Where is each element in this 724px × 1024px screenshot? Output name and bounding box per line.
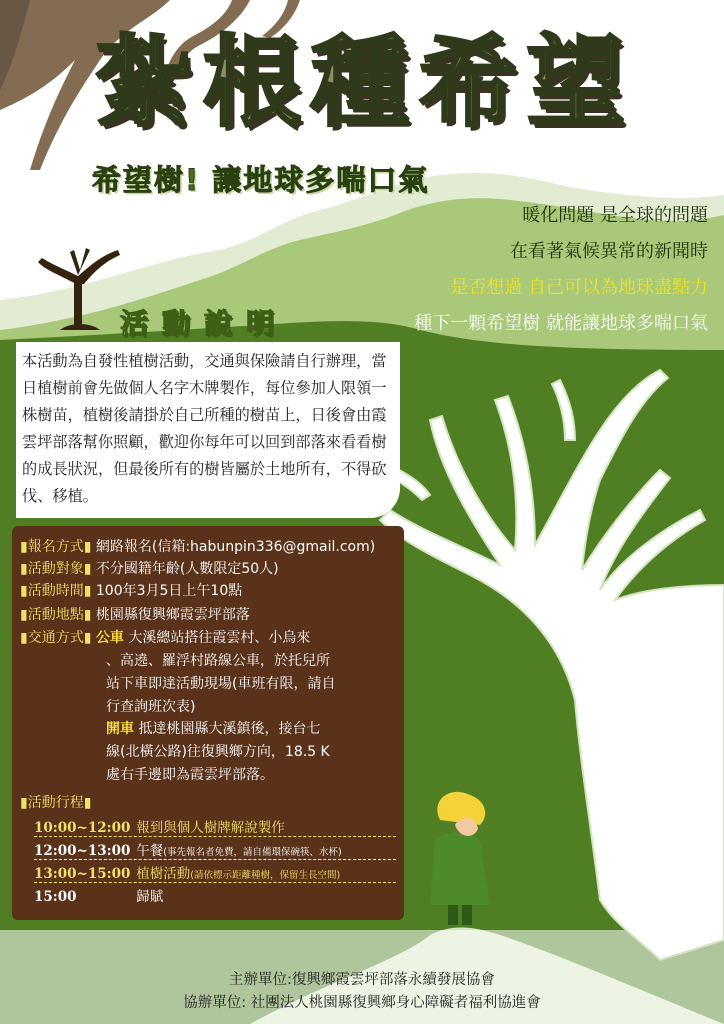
bus-line: 行查詢班次表) — [106, 699, 196, 715]
schedule-title: 歸賦 — [136, 889, 164, 905]
bus-line: 、高遶、羅浮村路線公車，於托兒所 — [106, 653, 330, 669]
organizer-text: 主辦單位:復興鄉霞雲坪部落永續發展協會 — [229, 972, 495, 988]
bus-label: 公車 — [95, 630, 124, 646]
schedule-row — [34, 862, 396, 883]
target-label: ▮活動對象▮ — [20, 561, 92, 577]
car-line: 處右手邊即為霞雲坪部落。 — [106, 767, 274, 783]
slogan-line: 暖化問題 是全球的問題 — [522, 205, 708, 226]
transport-label: ▮交通方式▮ — [20, 630, 92, 646]
slogan-block — [414, 198, 708, 342]
target-row — [20, 558, 279, 578]
place-row — [20, 604, 250, 624]
schedule-title: 報到與個人樹牌解說製作 — [136, 820, 285, 836]
schedule-row — [34, 839, 396, 860]
signup-row — [20, 536, 375, 556]
schedule-time: 12:00~13:00 — [34, 843, 131, 859]
poster-title: 紮根種希望 — [95, 25, 636, 140]
signup-label: ▮報名方式▮ — [20, 539, 92, 555]
car-row — [106, 718, 320, 738]
bus-line: 大溪總站搭往霞雲村、小烏來 — [128, 630, 311, 646]
schedule-label — [20, 792, 91, 812]
description-text: 本活動為自發性植樹活動，交通與保險請自行辦理，當日植樹前會先做個人名字木牌製作，每位參加人限領一株樹苗，植樹後請掛於自己所種的樹苗上，日後會由霞雲坪部落幫你照顧，歡迎你每年可以回到部落來看看樹的成長狀況，但最後所有的樹皆屬於土地所有，不得砍伐、移植。 — [22, 352, 387, 505]
schedule-title: 植樹活動 — [136, 866, 191, 882]
schedule-label-text: ▮活動行程▮ — [20, 795, 92, 811]
time-row — [20, 580, 242, 600]
schedule-time: 15:00 — [34, 889, 77, 905]
time-value: 100年3月5日上午10點 — [95, 583, 243, 599]
schedule-time: 10:00~12:00 — [34, 820, 131, 836]
description-box — [16, 342, 400, 518]
schedule-row — [34, 816, 396, 837]
car-line: 抵達桃園縣大溪鎮後，接台七 — [138, 721, 321, 737]
car-line: 線(北橫公路)往復興鄉方向，18.5 K — [106, 744, 330, 760]
target-value: 不分國籍年齡(人數限定50人) — [95, 561, 279, 577]
co-organizer-text: 協辦單位: 社團法人桃園縣復興鄉身心障礙者福利協進會 — [183, 995, 541, 1011]
slogan-line: 在看著氣候異常的新聞時 — [510, 241, 708, 262]
section-title: 活動說明 — [120, 307, 289, 340]
schedule-note: (事先報名者免費，請自備環保碗筷、水杯) — [163, 847, 342, 858]
slogan-line: 是否想過 自己可以為地球盡點力 — [450, 277, 708, 298]
place-value: 桃園縣復興鄉霞雲坪部落 — [95, 607, 250, 623]
poster-subtitle: 希望樹! 讓地球多喘口氣 — [92, 163, 430, 197]
schedule-note: (請依標示距離種樹，保留生長空間) — [190, 870, 341, 881]
info-panel — [12, 526, 404, 920]
schedule-title: 午餐 — [136, 843, 164, 859]
schedule-row — [34, 885, 396, 905]
slogan-line: 種下一顆希望樹 就能讓地球多喘口氣 — [414, 313, 708, 334]
car-label: 開車 — [106, 721, 134, 737]
bus-line: 站下車即達活動現場(車班有限，請自 — [106, 676, 336, 692]
signup-value: 網路報名(信箱:habunpin336@gmail.com) — [95, 539, 376, 555]
time-label: ▮活動時間▮ — [20, 583, 92, 599]
schedule-time: 13:00~15:00 — [34, 866, 131, 882]
place-label: ▮活動地點▮ — [20, 607, 92, 623]
transport-row — [20, 627, 310, 647]
